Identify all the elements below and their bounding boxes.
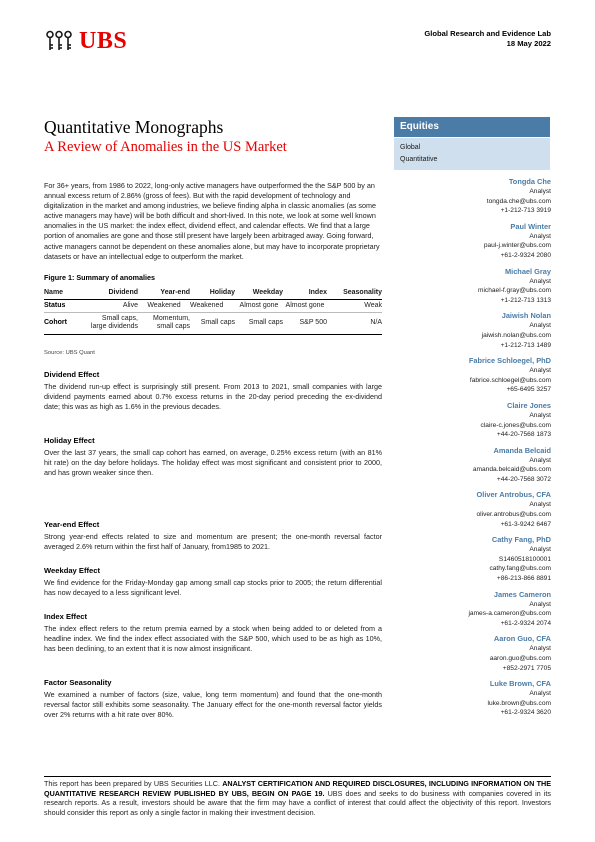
analyst-role: Analyst bbox=[529, 188, 551, 195]
table-cell: Small caps bbox=[190, 313, 235, 334]
section-heading: Dividend Effect bbox=[44, 370, 100, 379]
tag-region: Global bbox=[400, 144, 421, 151]
report-date: 18 May 2022 bbox=[506, 39, 551, 48]
table-header: Holiday bbox=[190, 287, 235, 300]
section-holiday bbox=[44, 436, 382, 478]
analyst-phone: +1-212-713 1489 bbox=[500, 341, 551, 349]
analyst-card bbox=[391, 356, 551, 395]
section-weekday bbox=[44, 566, 382, 598]
table-cell: Alive bbox=[90, 300, 138, 313]
analyst-phone: +1-212-713 1313 bbox=[500, 296, 551, 304]
analyst-card bbox=[391, 177, 551, 216]
section-heading: Index Effect bbox=[44, 612, 88, 621]
table-row bbox=[44, 300, 382, 313]
tags-box bbox=[394, 138, 550, 170]
analyst-name: Paul Winter bbox=[510, 221, 551, 231]
report-header bbox=[424, 29, 551, 49]
analyst-role: Analyst bbox=[529, 232, 551, 240]
table-cell: Weakened bbox=[190, 300, 235, 313]
section-body: We examined a number of factors (size, value, long term momentum) and found that the one-month reversal factor still exhibits some seasonality. The January effect for the one-month reversal factor yields over 2% returns with a hit rate over 80%. bbox=[44, 690, 382, 720]
analyst-phone: +852-2971 7705 bbox=[502, 664, 551, 672]
table-header: Year-end bbox=[138, 287, 190, 300]
table-header: Seasonality bbox=[327, 287, 382, 300]
analyst-email[interactable]: paul-j.winter@ubs.com bbox=[483, 242, 551, 250]
section-heading: Weekday Effect bbox=[44, 566, 100, 575]
table-cell: Small caps bbox=[235, 313, 283, 334]
section-body: Over the last 37 years, the small cap cohort has earned, on average, 0.25% excess return (with an 81% hit rate) on the day before holidays. The holiday effect was most significant and consistent prior to 2000, and has grown weaker since then. bbox=[44, 448, 382, 478]
table-header: Index bbox=[283, 287, 327, 300]
footer-divider bbox=[44, 776, 551, 777]
analyst-card bbox=[391, 401, 551, 440]
analyst-role: Analyst bbox=[529, 690, 551, 698]
analyst-card bbox=[391, 679, 551, 718]
analyst-email[interactable]: cathy.fang@ubs.com bbox=[489, 565, 551, 573]
analyst-phone: +65-6495 3257 bbox=[506, 386, 551, 394]
table-cell: Small caps, large dividends bbox=[90, 313, 138, 334]
disclaimer-lead: This report has been prepared by UBS Securities LLC. bbox=[44, 779, 220, 788]
section-seasonality bbox=[44, 678, 382, 720]
intro-paragraph: For 36+ years, from 1986 to 2022, long-only active managers have outperformed the the S&P 500 by an annual excess return of 2.86% (gross of fees). But with the rapid development of technology and digitalization in the market and among industries, we believe finding alpha in classic anomalies (as some active managers may have) will be both difficult and short-lived. In this note, we look at some well known anomalies in the US market: the index effect, dividend effect, and calendar effects. We find that a large portion of anomalies are gone and those still present have largely been arbitraged away. Going forward, active managers cannot be dependent on these anomalies alone, but may have to incorporate proprietary datasets or have an intellectual edge to outperform the market. bbox=[44, 181, 380, 261]
lab-name: Global Research and Evidence Lab bbox=[424, 29, 551, 38]
table-cell: Almost gone bbox=[235, 300, 283, 313]
analyst-phone: +1-212-713 3919 bbox=[500, 207, 551, 215]
analyst-name: Oliver Antrobus, CFA bbox=[476, 490, 551, 500]
table-header: Dividend bbox=[90, 287, 138, 300]
anomalies-table bbox=[44, 287, 382, 335]
analyst-card bbox=[391, 535, 551, 583]
brand-name: UBS bbox=[79, 28, 128, 54]
analyst-email[interactable]: aaron.guo@ubs.com bbox=[489, 655, 551, 662]
table-cell: Weakened bbox=[138, 300, 190, 313]
analyst-name: Cathy Fang, PhD bbox=[491, 535, 551, 545]
analyst-card bbox=[391, 490, 551, 529]
analyst-phone: +61-2-9324 3620 bbox=[500, 709, 551, 717]
section-body: The dividend run-up effect is surprisingly still present. From 2013 to 2021, small companies with large dividend payments earned about 0.7% excess returns in the 20-day period preceding the ex-dividend date; this was as high as 1.6% in the previous decades. bbox=[44, 382, 382, 412]
analyst-card bbox=[391, 590, 551, 629]
analyst-name: Aaron Guo, CFA bbox=[493, 634, 551, 644]
analyst-name: Michael Gray bbox=[504, 266, 551, 276]
figure-title: Figure 1: Summary of anomalies bbox=[44, 273, 156, 282]
table-cell: Momentum, small caps bbox=[138, 313, 190, 334]
analyst-email[interactable]: luke.brown@ubs.com bbox=[487, 699, 551, 707]
disclaimer-rest: UBS does and seeks to do business with companies covered in its research reports. As a result, investors should be aware that the firm may have a conflict of interest that could affect the objectivity of this report. Investors should consider this report as only a single factor in making their investment decision. bbox=[44, 788, 551, 817]
analyst-name: James Cameron bbox=[493, 589, 551, 599]
analyst-role: Analyst bbox=[529, 322, 551, 330]
analyst-phone: +44-20-7568 1873 bbox=[496, 431, 551, 439]
analyst-card bbox=[391, 634, 551, 673]
analyst-phone: +61-3-9242 6467 bbox=[500, 520, 551, 528]
analyst-card bbox=[391, 446, 551, 485]
section-body: Strong year-end effects related to size and momentum are present; the one-month reversal factor averaged 2.6% return within the first half of January, from1985 to 2021. bbox=[44, 532, 382, 552]
section-body: We find evidence for the Friday-Monday gap among small cap stocks prior to 2005; the return differential has now decayed to a less significant level. bbox=[44, 578, 382, 598]
analyst-email[interactable]: fabrice.schloegel@ubs.com bbox=[469, 376, 551, 384]
disclosures-notice: ANALYST CERTIFICATION AND REQUIRED DISCLOSURES, INCLUDING INFORMATION ON THE QUANTITATIVE RESEARCH REVIEW PUBLISHED BY UBS, BEGIN ON PAGE 19. bbox=[44, 779, 551, 798]
analyst-card bbox=[391, 222, 551, 261]
analyst-name: Claire Jones bbox=[507, 400, 551, 410]
analyst-name: Fabrice Schloegel, PhD bbox=[468, 356, 551, 366]
analyst-role: Analyst bbox=[529, 600, 551, 608]
analyst-email[interactable]: amanda.belcaid@ubs.com bbox=[472, 466, 551, 474]
analyst-name: Luke Brown, CFA bbox=[489, 679, 551, 689]
analyst-name: Jaiwish Nolan bbox=[501, 311, 551, 321]
analyst-registration: S1460518100001 bbox=[498, 555, 551, 563]
table-cell: Cohort bbox=[44, 313, 90, 334]
analyst-phone: +44-20-7568 3072 bbox=[496, 475, 551, 483]
category-bar: Equities bbox=[394, 117, 550, 137]
table-cell: Weak bbox=[327, 300, 382, 313]
analyst-email[interactable]: claire-c.jones@ubs.com bbox=[480, 421, 551, 429]
analyst-email[interactable]: oliver.antrobus@ubs.com bbox=[476, 511, 551, 519]
analyst-role: Analyst bbox=[529, 277, 551, 285]
analyst-name: Amanda Belcaid bbox=[493, 445, 551, 455]
section-heading: Holiday Effect bbox=[44, 436, 95, 445]
section-year-end bbox=[44, 520, 382, 552]
analyst-role: Analyst bbox=[529, 456, 551, 464]
table-cell: Status bbox=[44, 300, 90, 313]
analyst-phone: +61-2-9324 2074 bbox=[500, 619, 551, 627]
section-dividend bbox=[44, 370, 382, 412]
analyst-role: Analyst bbox=[529, 411, 551, 419]
analyst-card bbox=[391, 267, 551, 306]
section-index bbox=[44, 612, 382, 654]
analyst-role: Analyst bbox=[529, 546, 551, 554]
figure-source: Source: UBS Quant bbox=[44, 350, 95, 356]
analyst-phone: +86-213-866 8891 bbox=[496, 575, 551, 583]
table-row bbox=[44, 313, 382, 334]
table-header: Weekday bbox=[235, 287, 283, 300]
section-body: The index effect refers to the return premia earned by a stock when being added to or deleted from a headline index. We find the index effect associated with the S&P 500, which used to be as high as 10%, has been declining, to an extent that it is now almost insignificant. bbox=[44, 624, 382, 654]
analyst-email[interactable]: michael-f.gray@ubs.com bbox=[477, 287, 551, 295]
table-cell: Almost gone bbox=[283, 300, 327, 313]
section-heading: Year-end Effect bbox=[44, 520, 100, 529]
analyst-card bbox=[391, 311, 551, 350]
analyst-role: Analyst bbox=[529, 367, 551, 375]
page-title: Quantitative Monographs bbox=[44, 117, 224, 137]
tag-discipline: Quantitative bbox=[400, 156, 438, 163]
analyst-role: Analyst bbox=[529, 645, 551, 653]
table-header-row bbox=[44, 287, 382, 300]
ubs-logo bbox=[44, 29, 127, 53]
analyst-email[interactable]: tongda.che@ubs.com bbox=[486, 197, 551, 205]
keys-icon bbox=[44, 30, 74, 52]
section-heading: Factor Seasonality bbox=[44, 678, 112, 687]
page-subtitle: A Review of Anomalies in the US Market bbox=[44, 139, 287, 155]
analyst-name: Tongda Che bbox=[508, 177, 551, 186]
analyst-phone: +61-2-9324 2080 bbox=[500, 251, 551, 259]
disclaimer bbox=[44, 779, 551, 817]
analyst-role: Analyst bbox=[529, 501, 551, 509]
table-header: Name bbox=[44, 287, 90, 300]
table-cell: N/A bbox=[327, 313, 382, 334]
analyst-email[interactable]: jaiwish.nolan@ubs.com bbox=[481, 331, 551, 339]
table-cell: S&P 500 bbox=[283, 313, 327, 334]
analyst-email[interactable]: james-a.cameron@ubs.com bbox=[468, 610, 551, 618]
analyst-list bbox=[391, 177, 551, 724]
